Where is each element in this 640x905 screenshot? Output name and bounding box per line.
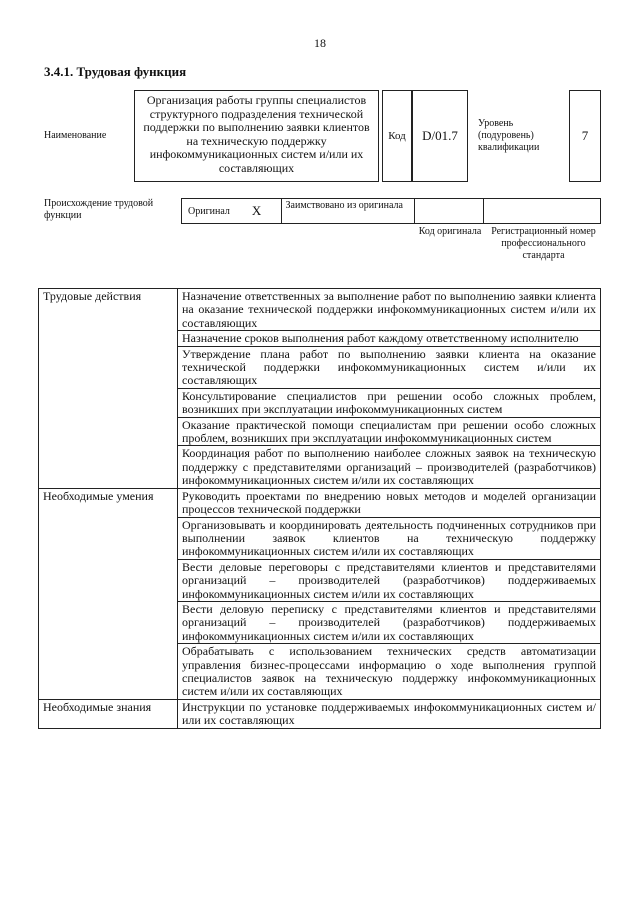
item-cell: Консультирование специалистов при решении особо сложных проблем, возникших при эксплуатации инфокоммуникационных систем	[178, 388, 601, 417]
category-cell: Трудовые действия	[39, 289, 178, 489]
origin-original-mark: X	[251, 203, 262, 218]
origin-code-cell	[415, 199, 484, 223]
section-title: 3.4.1. Трудовая функция	[44, 64, 187, 79]
origin-original-label: Оригинал	[188, 205, 230, 217]
item-cell: Обрабатывать с использованием технических средств автоматизации управления бизнес-процессами информацию о ходе выполнения группой специалистов заявок на техническую поддержку инфокоммуникационных систем и/или их составляющих	[178, 644, 601, 700]
origin-label: Происхождение трудовой функции	[44, 198, 154, 221]
item-cell: Координация работ по выполнению наиболее сложных заявок на техническую поддержку с представителями организаций – производителей (разработчиков) инфокоммуникационных систем и/или их составляющих	[178, 446, 601, 488]
item-cell: Вести деловые переговоры с представителями клиентов и представителями организаций – производителей (разработчиков) поддерживаемых инфокоммуникационных систем и/или их составляющих	[178, 559, 601, 601]
origin-table	[181, 198, 601, 224]
level-value: 7	[569, 90, 601, 182]
naming-label: Наименование	[44, 130, 107, 141]
page-number: 18	[314, 36, 326, 50]
origin-code-caption: Код оригинала	[418, 226, 482, 237]
table-row	[39, 289, 601, 331]
origin-borrowed-label: Заимствовано из оригинала	[282, 199, 415, 223]
item-cell: Оказание практической помощи специалистам при решении особо сложных проблем, возникших при эксплуатации инфокоммуникационных систем	[178, 417, 601, 446]
function-name-box: Организация работы группы специалистов структурного подразделения технической поддержки по выполнению заявки клиентов на техническую поддержку инфокоммуникационных систем и/или их составляющих	[134, 90, 379, 182]
origin-reg-cell	[484, 199, 600, 223]
origin-original-cell	[182, 199, 282, 223]
category-cell: Необходимые знания	[39, 699, 178, 728]
category-cell: Необходимые умения	[39, 488, 178, 699]
item-cell: Организовывать и координировать деятельность подчиненных сотрудников при выполнении заявок клиентов на техническую поддержку инфокоммуникационных систем и/или их составляющих	[178, 517, 601, 559]
item-cell: Назначение сроков выполнения работ каждому ответственному исполнителю	[178, 331, 601, 346]
level-label: Уровень (подуровень) квалификации	[478, 118, 540, 153]
item-cell: Инструкции по установке поддерживаемых инфокоммуникационных систем и/или их составляющих	[178, 699, 601, 728]
item-cell: Вести деловую переписку с представителями клиентов и представителями организаций – производителей (разработчиков) поддерживаемых инфокоммуникационных систем и/или их составляющих	[178, 601, 601, 643]
item-cell: Назначение ответственных за выполнение работ по выполнению заявки клиента на оказание технической поддержки инфокоммуникационных систем и/или их составляющих	[178, 289, 601, 331]
code-value: D/01.7	[412, 90, 468, 182]
code-label: Код	[382, 90, 412, 182]
item-cell: Руководить проектами по внедрению новых методов и моделей организации процессов технической поддержки	[178, 488, 601, 517]
table-row	[39, 699, 601, 728]
item-cell: Утверждение плана работ по выполнению заявки клиента на оказание технической поддержки инфокоммуникационных систем и/или их составляющих	[178, 346, 601, 388]
function-details-table	[38, 288, 601, 729]
table-row	[39, 488, 601, 517]
origin-reg-caption: Регистрационный номер профессионального стандарта	[491, 226, 596, 261]
